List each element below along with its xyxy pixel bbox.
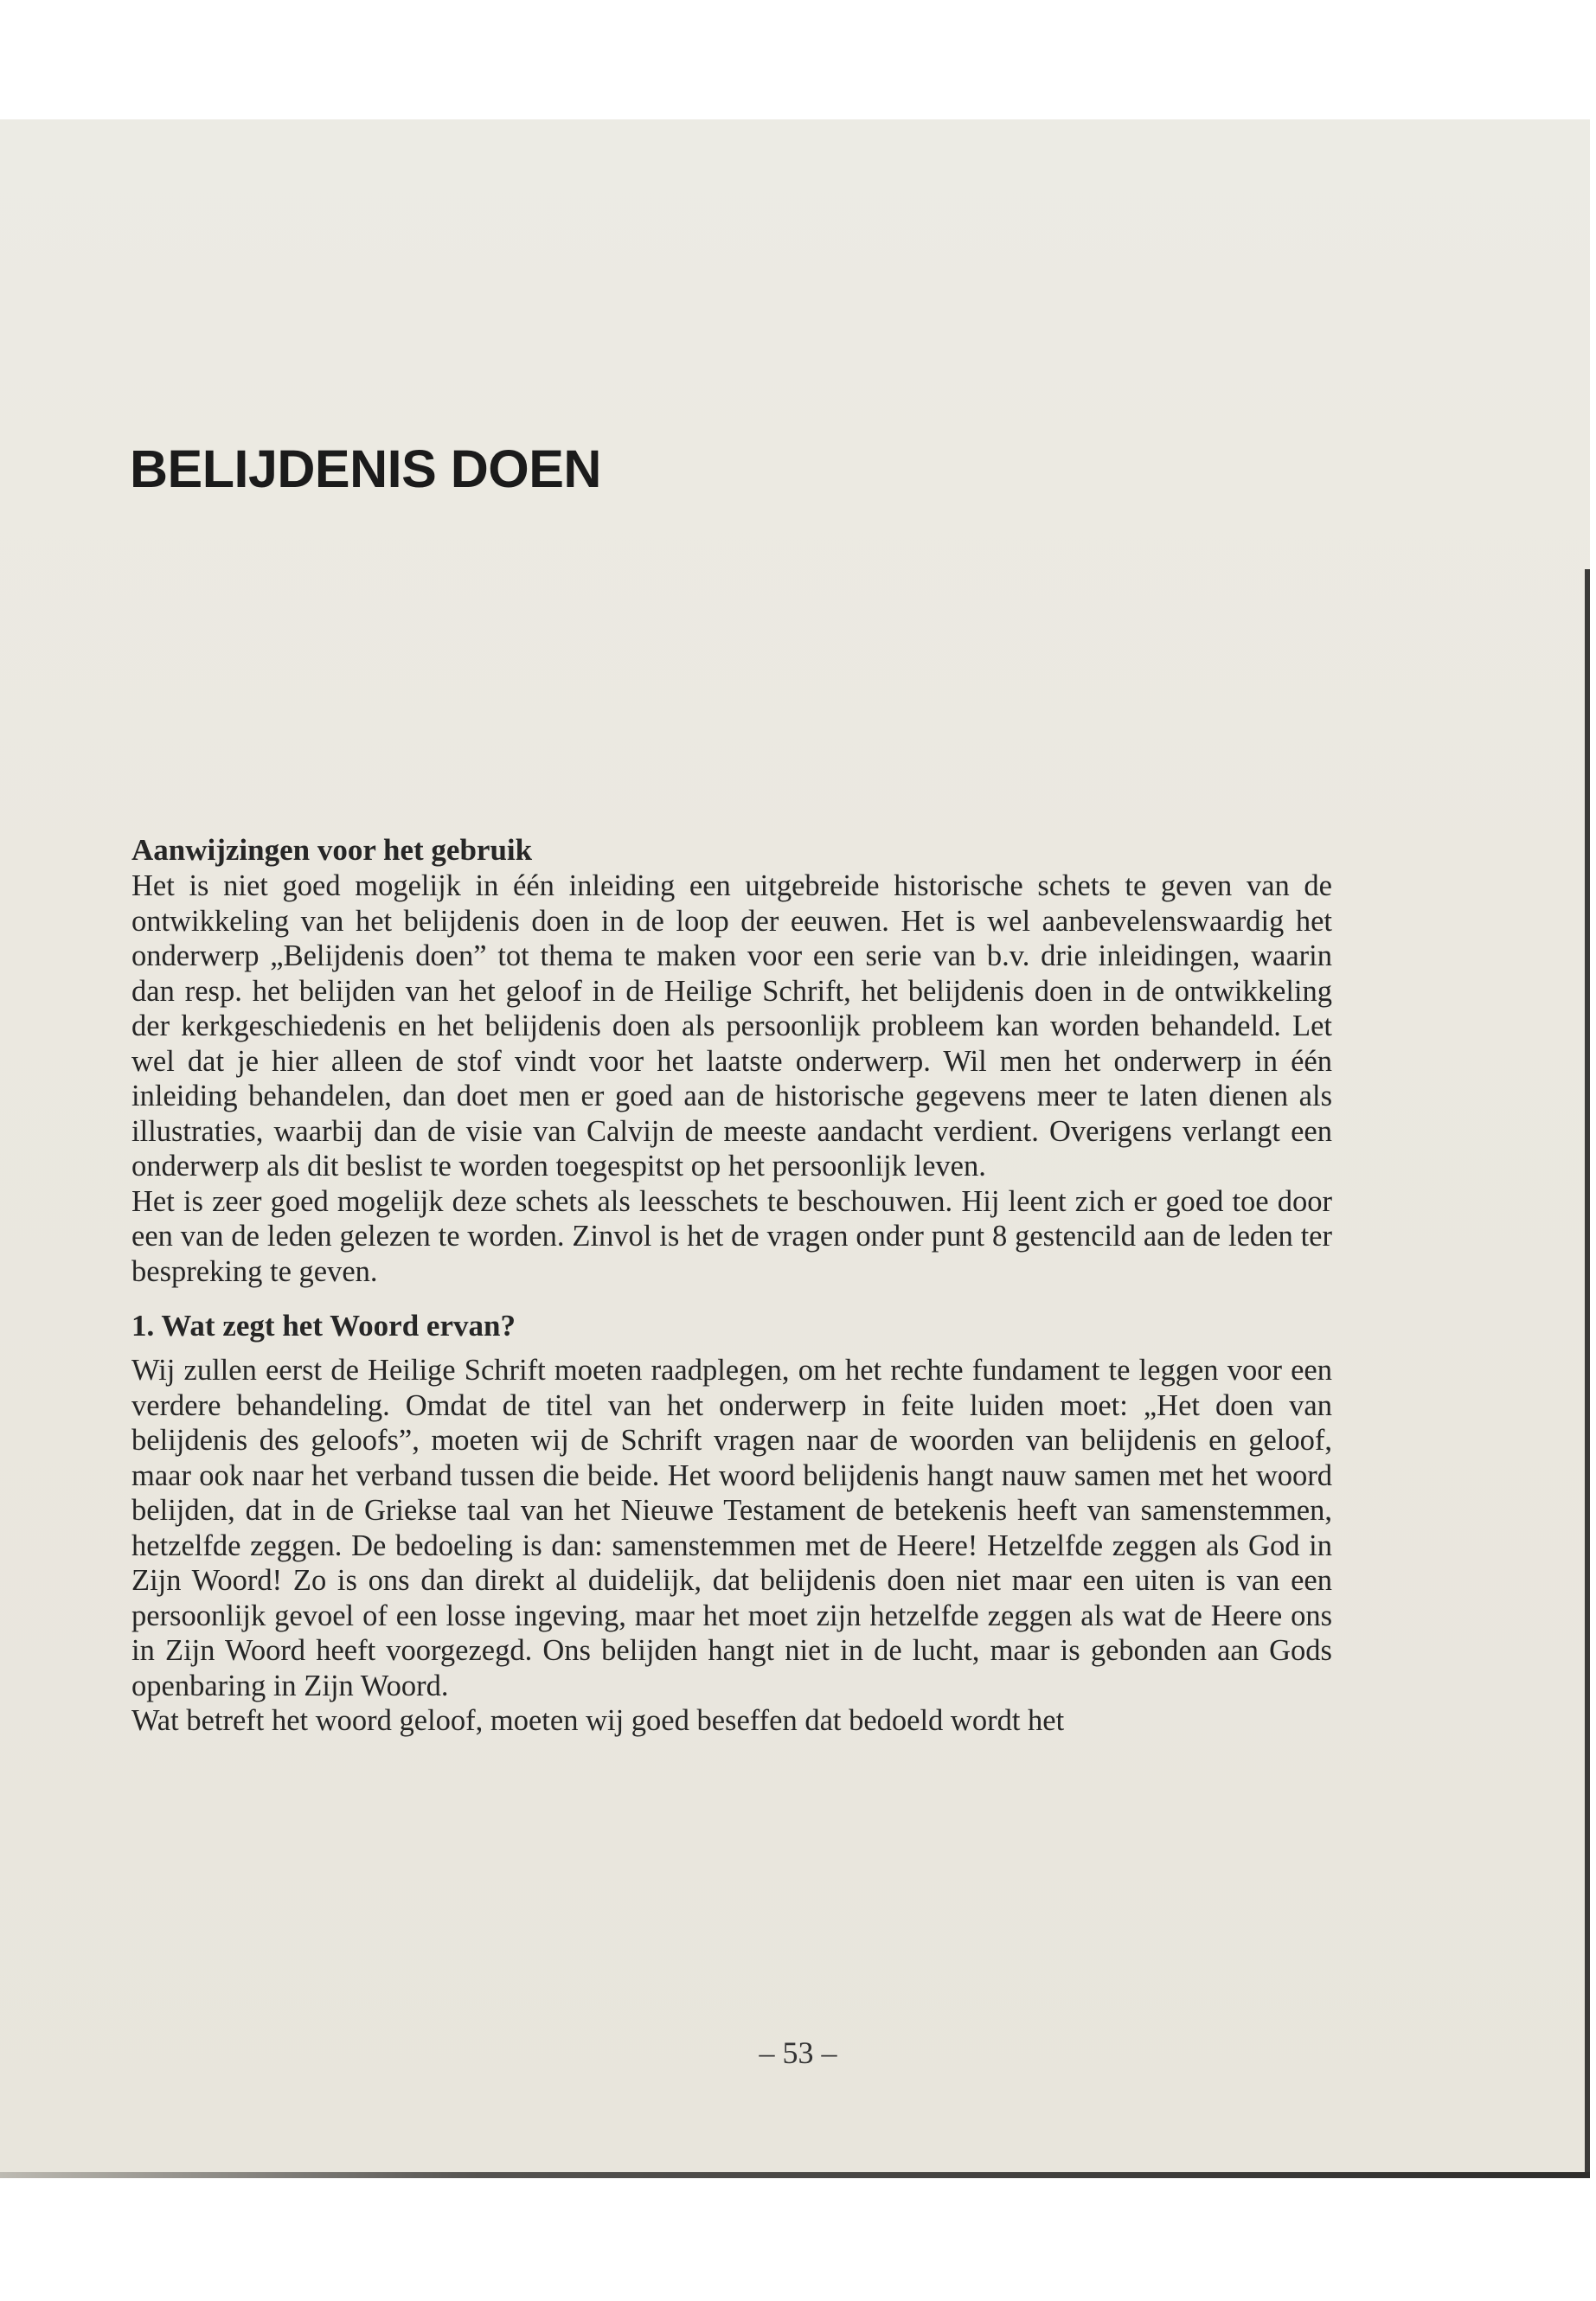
paragraph-word-2: Wat betreft het woord geloof, moeten wij goed beseffen dat bedoeld wordt het	[131, 1704, 1065, 1737]
section-heading-usage: Aanwijzingen voor het gebruik	[131, 833, 533, 867]
page-edge-shadow	[1585, 569, 1590, 2178]
page-body	[131, 822, 1332, 1739]
page-title: BELIJDENIS DOEN	[130, 439, 601, 498]
section-heading-word: 1. Wat zegt het Woord ervan?	[131, 1309, 516, 1343]
paragraph-word-1: Wij zullen eerst de Heilige Schrift moeten raadplegen, om het rechte fundament te leggen voor een verdere behandeling. Omdat de titel van het onderwerp in feite luiden moet: „Het doen van belijdenis des geloofs”, moeten wij de Schrift vragen naar de woorden van belijdenis en geloof, maar ook naar het verband tussen die beide. Het woord belijdenis hangt nauw samen met het woord belijden, dat in de Griekse taal van het Nieuwe Testament de betekenis heeft van samenstemmen, hetzelfde zeggen. De bedoeling is dan: samenstemmen met de Heere! Hetzelfde zeggen als God in Zijn Woord! Zo is ons dan direkt al duidelijk, dat belijdenis doen niet maar een uiten is van een persoonlijk gevoel of een losse ingeving, maar het moet zijn hetzelfde zeggen als wat de Heere ons in Zijn Woord heeft voorgezegd. Ons belijden hangt niet in de lucht, maar is gebonden aan Gods openbaring in Zijn Woord.	[131, 1354, 1332, 1702]
paragraph-usage-2: Het is zeer goed mogelijk deze schets als leesschets te beschouwen. Hij leent zich er goed toe door een van de leden gelezen te worden. Zinvol is het de vragen onder punt 8 gestencild aan de leden ter bespreking te geven.	[131, 1184, 1332, 1288]
paragraph-usage-1: Het is niet goed mogelijk in één inleiding een uitgebreide historische schets te geven van de ontwikkeling van het belijdenis doen in de loop der eeuwen. Het is wel aanbevelenswaardig het onderwerp „Belijdenis doen” tot thema te maken voor een serie van b.v. drie inleidingen, waarin dan resp. het belijden van het geloof in de Heilige Schrift, het belijdenis doen in de ontwikkeling der kerkgeschiedenis en het belijdenis doen als persoonlijk probleem kan worden behandeld. Let wel dat je hier alleen de stof vindt voor het laatste onderwerp. Wil men het onderwerp in één inleiding behandelen, dan doet men er goed aan de historische gegevens meer te laten dienen als illustraties, waarbij dan de visie van Calvijn de meeste aandacht verdient. Overigens verlangt een onderwerp als dit beslist te worden toegespitst op het persoonlijk leven.	[131, 869, 1332, 1183]
page-bottom-edge	[0, 2172, 1590, 2178]
page-number: – 53 –	[759, 2035, 837, 2070]
